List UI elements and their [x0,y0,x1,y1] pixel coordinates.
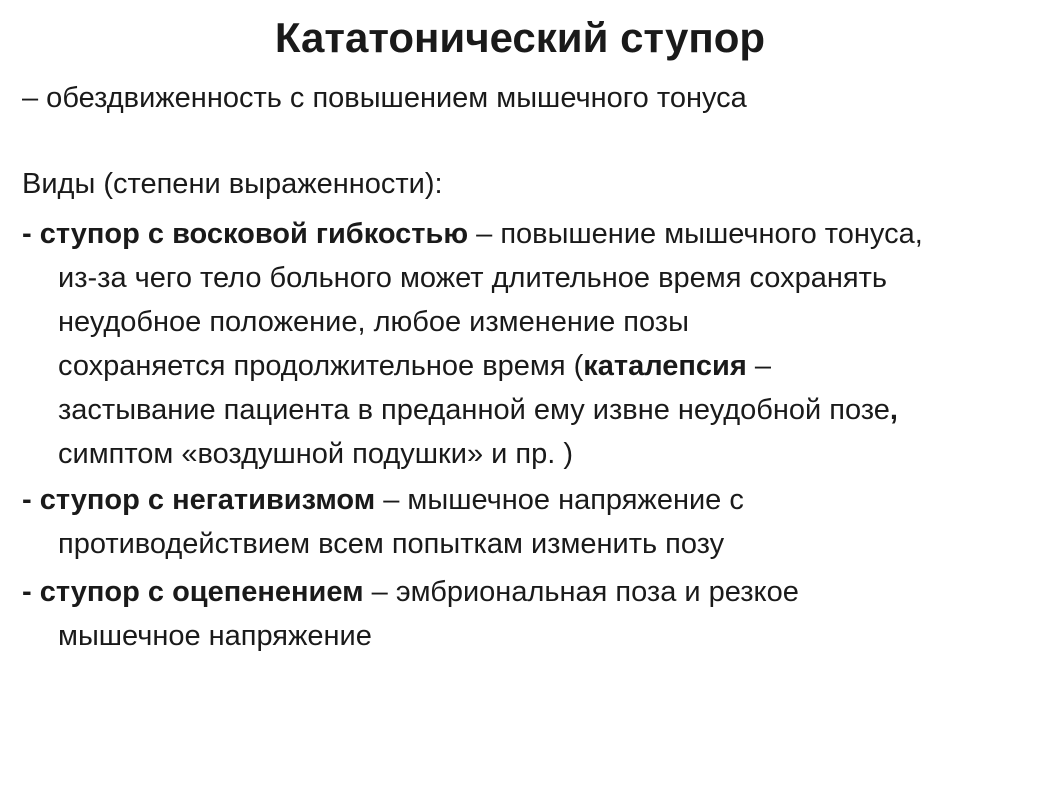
item-comma: , [889,394,898,426]
item-term: - ступор с негативизмом [22,484,376,516]
item-line: неудобное положение, любое изменение позы [58,306,689,338]
item-term: - ступор с восковой гибкостью [22,218,469,250]
item-term: - ступор с оцепенением [22,576,364,608]
item-line: противодействием всем попыткам изменить позу [58,528,725,560]
slide-title: Кататонический ступор [274,14,766,61]
item-line: из-за чего тело больного может длительное время сохранять [58,262,887,294]
item-text: застывание пациента в преданной ему извне неудобной позе [58,394,890,426]
item-line: мышечное напряжение [58,620,372,652]
item-line: симптом «воздушной подушки» и пр. ) [58,438,573,470]
item-text: – [746,350,771,382]
item-line [22,212,1052,256]
item-bold-term: каталепсия [583,350,747,382]
item-line [22,388,1052,432]
definition-text: – обездвиженность с повышением мышечного тонуса [22,82,747,114]
item-line [22,344,1052,388]
item-text: – мышечное напряжение с [375,484,744,516]
item-text: – эмбриональная поза и резкое [363,576,799,608]
item-line [22,570,1052,614]
list-item-stupor-torpor [22,570,1052,658]
item-text: сохраняется продолжительное время ( [58,350,584,382]
list-item-negativism [22,478,1052,566]
types-heading: Виды (степени выраженности): [22,168,443,200]
item-line [22,478,1052,522]
item-text: – повышение мышечного тонуса, [468,218,923,250]
list-item-waxy-flexibility [22,212,1052,476]
